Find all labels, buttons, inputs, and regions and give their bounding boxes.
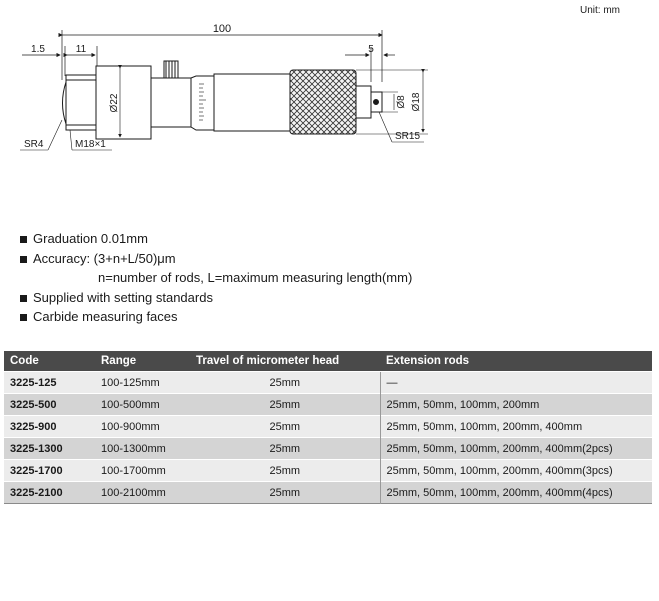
bullet-icon: [20, 256, 27, 263]
cell-travel: 25mm: [190, 372, 380, 394]
feature-carbide-faces: Carbide measuring faces: [18, 307, 412, 327]
header-travel: Travel of micrometer head: [190, 351, 380, 372]
cell-range: 100-1700mm: [95, 460, 190, 482]
dimension-thread-length: [67, 44, 95, 55]
sr15-label: [379, 112, 424, 142]
cell-code: 3225-900: [4, 416, 95, 438]
cell-code: 3225-2100: [4, 482, 95, 504]
dimension-overall: [62, 23, 382, 35]
feature-setting-standards: Supplied with setting standards: [18, 288, 412, 308]
table-row: [4, 372, 652, 394]
header-code: Code: [4, 351, 95, 372]
table-row: [4, 460, 652, 482]
cell-travel: 25mm: [190, 482, 380, 504]
bullet-icon: [20, 236, 27, 243]
cell-range: 100-2100mm: [95, 482, 190, 504]
cell-code: 3225-1300: [4, 438, 95, 460]
feature-graduation: Graduation 0.01mm: [18, 229, 412, 249]
cell-range: 100-900mm: [95, 416, 190, 438]
cell-range: 100-500mm: [95, 394, 190, 416]
dim-left-text: 1.5: [31, 44, 45, 55]
dimension-left: [22, 44, 60, 55]
feature-accuracy: Accuracy: (3+n+L/50)μm: [18, 249, 412, 269]
micrometer-technical-drawing: [0, 0, 659, 200]
table-row: [4, 438, 652, 460]
table-row: [4, 394, 652, 416]
sr15-text: SR15: [395, 131, 421, 142]
dim-overall-text: 100: [212, 23, 232, 35]
unit-label: Unit: mm: [580, 5, 620, 16]
cell-rods: 25mm, 50mm, 100mm, 200mm: [380, 394, 652, 416]
dimension-right: [345, 44, 395, 55]
table-row: [4, 416, 652, 438]
cell-rods: 25mm, 50mm, 100mm, 200mm, 400mm(2pcs): [380, 438, 652, 460]
feature-accuracy-note: n=number of rods, L=maximum measuring length(mm): [98, 270, 413, 285]
dia-thimble-text: Ø18: [411, 92, 422, 112]
cell-range: 100-125mm: [95, 372, 190, 394]
cell-travel: 25mm: [190, 438, 380, 460]
dia-tip-text: Ø8: [396, 95, 407, 109]
header-rods: Extension rods: [380, 351, 652, 372]
cell-rods: 25mm, 50mm, 100mm, 200mm, 400mm: [380, 416, 652, 438]
bullet-icon: [20, 295, 27, 302]
dia-body-text: Ø22: [109, 93, 120, 113]
cell-range: 100-1300mm: [95, 438, 190, 460]
sr4-text: SR4: [24, 139, 44, 150]
thread-text: M18×1: [75, 139, 106, 150]
cell-code: 3225-500: [4, 394, 95, 416]
cell-code: 3225-125: [4, 372, 95, 394]
cell-rods: 25mm, 50mm, 100mm, 200mm, 400mm(4pcs): [380, 482, 652, 504]
table-header-row: [4, 351, 652, 372]
sr4-label: [20, 120, 62, 150]
cell-travel: 25mm: [190, 460, 380, 482]
cell-rods: —: [380, 372, 652, 394]
dim-right-text: 5: [368, 44, 374, 55]
cell-code: 3225-1700: [4, 460, 95, 482]
cell-travel: 25mm: [190, 416, 380, 438]
cell-travel: 25mm: [190, 394, 380, 416]
cell-rods: 25mm, 50mm, 100mm, 200mm, 400mm(3pcs): [380, 460, 652, 482]
feature-list: [18, 229, 412, 327]
bullet-icon: [20, 314, 27, 321]
table-row: [4, 482, 652, 504]
dim-thread-text: 11: [75, 44, 87, 55]
spec-table: [4, 351, 652, 504]
header-range: Range: [95, 351, 190, 372]
